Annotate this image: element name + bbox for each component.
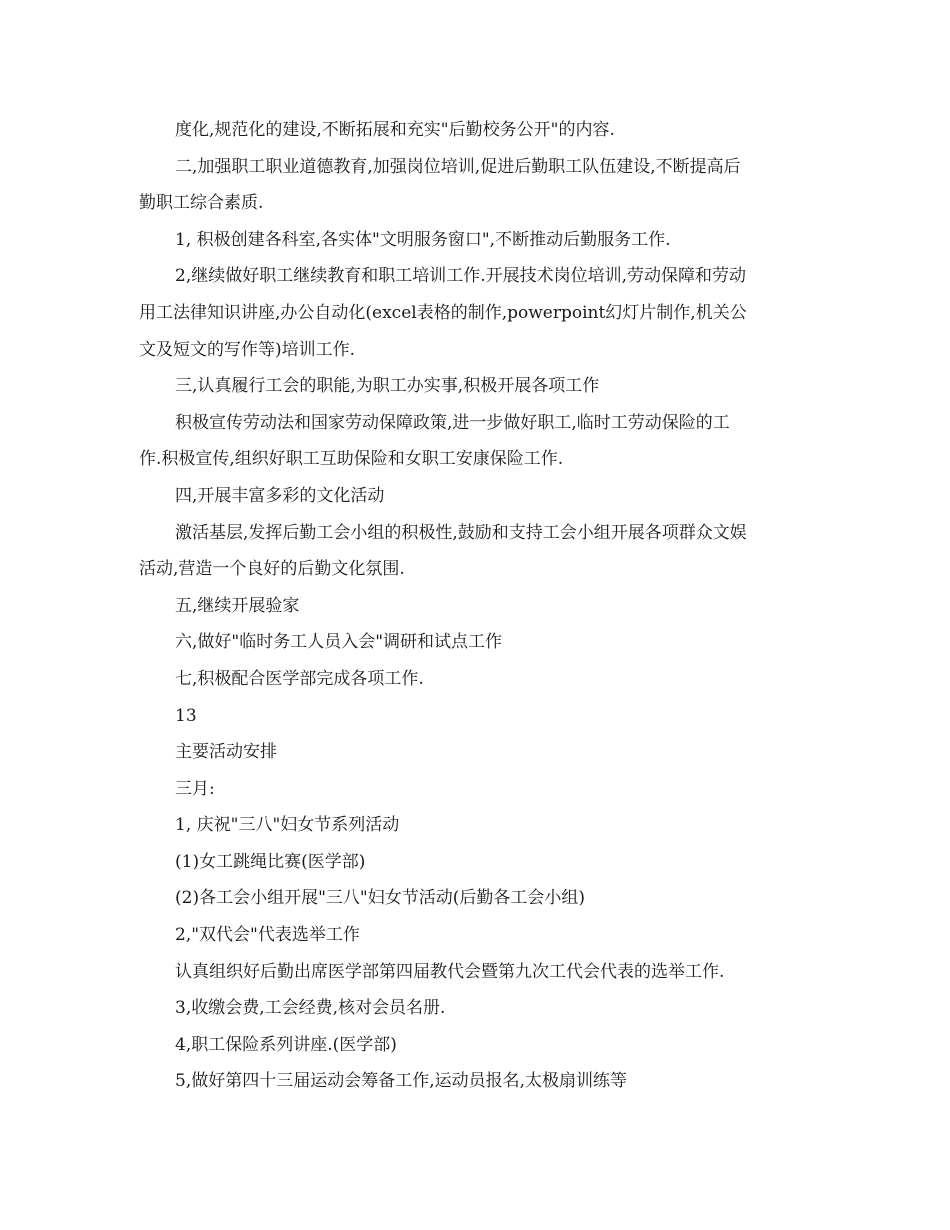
paragraph-line: 激活基层,发挥后勤工会小组的积极性,鼓励和支持工会小组开展各项群众文娱: [175, 522, 747, 543]
list-item: 1, 庆祝"三八"妇女节系列活动: [175, 815, 400, 836]
list-item: 2,继续做好职工继续教育和职工培训工作.开展技术岗位培训,劳动保障和劳动: [175, 266, 747, 287]
paragraph-line: 活动,营造一个良好的后勤文化氛围.: [139, 559, 405, 580]
paragraph-line: 文及短文的写作等)培训工作.: [139, 339, 356, 360]
section-heading: 二,加强职工职业道德教育,加强岗位培训,促进后勤职工队伍建设,不断提高后: [175, 156, 741, 177]
section-title: 主要活动安排: [175, 742, 277, 763]
paragraph-line: 作.积极宣传,组织好职工互助保险和女职工安康保险工作.: [139, 449, 564, 470]
paragraph-line: 勤职工综合素质.: [139, 193, 264, 214]
document-body: [139, 112, 814, 1100]
paragraph-line: 用工法律知识讲座,办公自动化(excel表格的制作,powerpoint幻灯片制作,机关公: [139, 302, 747, 323]
list-item: 2,"双代会"代表选举工作: [175, 925, 360, 946]
section-heading: 七,积极配合医学部完成各项工作.: [175, 668, 424, 689]
list-item: 1, 积极创建各科室,各实体"文明服务窗口",不断推动后勤服务工作.: [175, 229, 671, 250]
month-heading: 三月:: [175, 778, 215, 799]
sub-list-item: (1)女工跳绳比赛(医学部): [175, 851, 366, 872]
section-heading: 四,开展丰富多彩的文化活动: [175, 485, 385, 506]
sub-list-item: (2)各工会小组开展"三八"妇女节活动(后勤各工会小组): [175, 888, 585, 909]
paragraph-line: 积极宣传劳动法和国家劳动保障政策,进一步做好职工,临时工劳动保险的工: [175, 412, 730, 433]
list-item: 3,收缴会费,工会经费,核对会员名册.: [175, 998, 446, 1019]
section-heading: 五,继续开展验家: [175, 595, 300, 616]
list-item: 5,做好第四十三届运动会筹备工作,运动员报名,太极扇训练等: [175, 1071, 628, 1092]
page-number-text: 13: [175, 705, 197, 726]
paragraph-line: 度化,规范化的建设,不断拓展和充实"后勤校务公开"的内容.: [175, 120, 615, 140]
list-item: 4,职工保险系列讲座.(医学部): [175, 1034, 397, 1055]
paragraph-line: 认真组织好后勤出席医学部第四届教代会暨第九次工代会代表的选举工作.: [175, 961, 725, 982]
section-heading: 三,认真履行工会的职能,为职工办实事,积极开展各项工作: [175, 376, 600, 397]
section-heading: 六,做好"临时务工人员入会"调研和试点工作: [175, 632, 503, 653]
